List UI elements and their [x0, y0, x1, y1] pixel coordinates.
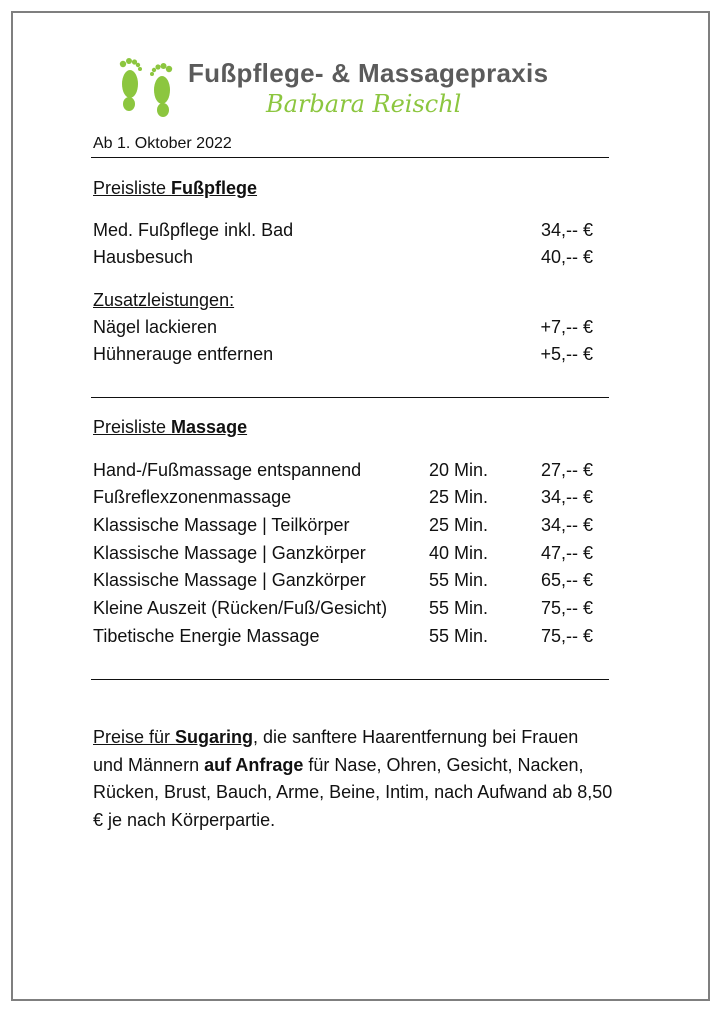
divider: [91, 397, 609, 398]
logo: [116, 54, 576, 124]
table-row: Hand-/Fußmassage entspannend 20 Min. 27,-- €: [93, 460, 593, 480]
sugaring-paragraph: Preise für Sugaring, die sanftere Haarentfernung bei Frauen und Männern auf Anfrage für Nase, Ohren, Gesicht, Nacken, Rücken, Brust, Bauch, Arme, Beine, Intim, nach Aufwand ab 8,50 € je nach Körperpartie.: [93, 727, 613, 830]
table-row: Klassische Massage | Teilkörper 25 Min. 34,-- €: [93, 515, 593, 535]
divider: [91, 679, 609, 680]
fusspflege-heading: Preisliste Fußpflege: [93, 178, 258, 198]
owner-name: Barbara Reischl: [266, 90, 462, 118]
table-row: Tibetische Energie Massage 55 Min. 75,-- €: [93, 626, 593, 646]
footprints-icon: [116, 54, 186, 124]
extras-heading: Zusatzleistungen:: [93, 290, 235, 310]
table-row: Fußreflexzonenmassage 25 Min. 34,-- €: [93, 487, 593, 507]
list-item: Hühnerauge entfernen +5,-- €: [93, 344, 593, 364]
massage-heading: Preisliste Massage: [93, 417, 248, 437]
practice-title: Fußpflege- & Massagepraxis: [188, 58, 549, 88]
divider: [91, 157, 609, 158]
table-row: Kleine Auszeit (Rücken/Fuß/Gesicht) 55 Min. 75,-- €: [93, 598, 593, 618]
list-item: Hausbesuch 40,-- €: [93, 247, 593, 267]
table-row: Klassische Massage | Ganzkörper 40 Min. 47,-- €: [93, 543, 593, 563]
list-item: Med. Fußpflege inkl. Bad 34,-- €: [93, 220, 593, 240]
list-item: Nägel lackieren +7,-- €: [93, 317, 593, 337]
table-row: Klassische Massage | Ganzkörper 55 Min. 65,-- €: [93, 570, 593, 590]
date-note: Ab 1. Oktober 2022: [93, 135, 232, 152]
